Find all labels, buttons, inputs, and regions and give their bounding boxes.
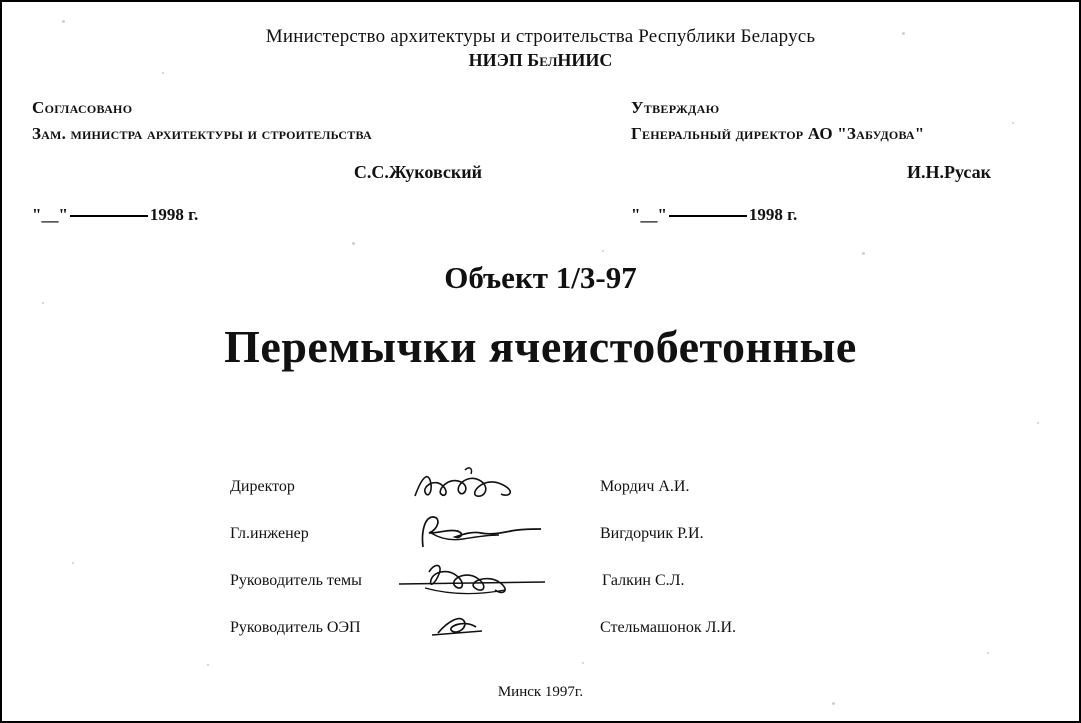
scan-speck (207, 664, 209, 666)
signature-name: Мордич А.И. (600, 478, 690, 495)
approval-left-title: Согласовано (32, 98, 133, 117)
approval-left-date (32, 205, 592, 225)
approval-left-date-year: 1998 г. (149, 205, 199, 224)
approval-right-date-blank (669, 215, 747, 217)
approval-right-date-year: 1998 г. (748, 205, 798, 224)
scan-speck (602, 250, 604, 252)
signature-role: Гл.инженер (230, 525, 309, 542)
institute-line: НИЭП БелНИИС (468, 50, 613, 70)
signature-row (230, 566, 850, 613)
handwritten-signature-icon (405, 464, 595, 508)
city-year: Минск 1997г. (497, 684, 584, 700)
signature-name: Вигдорчик Р.И. (600, 525, 704, 542)
signature-row (230, 472, 850, 519)
scan-speck (582, 662, 584, 664)
signature-name: Стельмашонок Л.И. (600, 619, 737, 636)
scan-speck (352, 242, 355, 245)
scan-speck (987, 652, 989, 654)
signature-name: Галкин С.Л. (602, 572, 685, 589)
approval-right (631, 98, 1051, 225)
scan-speck (62, 20, 65, 23)
page-title: Перемычки ячеистобетонные (224, 321, 857, 372)
signature-role: Директор (230, 478, 295, 495)
signature-role: Руководитель темы (230, 572, 362, 589)
approval-left (32, 98, 592, 225)
scan-speck (1037, 422, 1039, 424)
approvals-block (32, 98, 1051, 225)
approval-right-title: Утверждаю (631, 98, 720, 117)
approval-right-name: И.Н.Русак (906, 162, 991, 182)
ministry-line: Министерство архитектуры и строительства Республики Беларусь (265, 26, 816, 47)
scan-speck (162, 72, 164, 74)
approval-left-name: С.С.Жуковский (353, 162, 482, 182)
scan-speck (862, 252, 865, 255)
approval-left-date-blank (70, 215, 148, 217)
approval-right-date-quotes: "__" (631, 205, 667, 224)
signature-row (230, 613, 850, 660)
approval-left-date-quotes: "__" (32, 205, 68, 224)
scan-speck (42, 302, 44, 304)
approval-right-date (631, 205, 1051, 225)
scan-speck (832, 702, 835, 705)
scan-speck (72, 562, 74, 564)
approval-right-role: Генеральный директор АО "Забудова" (631, 124, 925, 143)
object-number: Объект 1/3-97 (444, 260, 637, 295)
approval-left-role: Зам. министра архитектуры и строительства (32, 124, 372, 143)
signature-row (230, 519, 850, 566)
signature-role: Руководитель ОЭП (230, 619, 361, 636)
signature-block (230, 472, 850, 660)
